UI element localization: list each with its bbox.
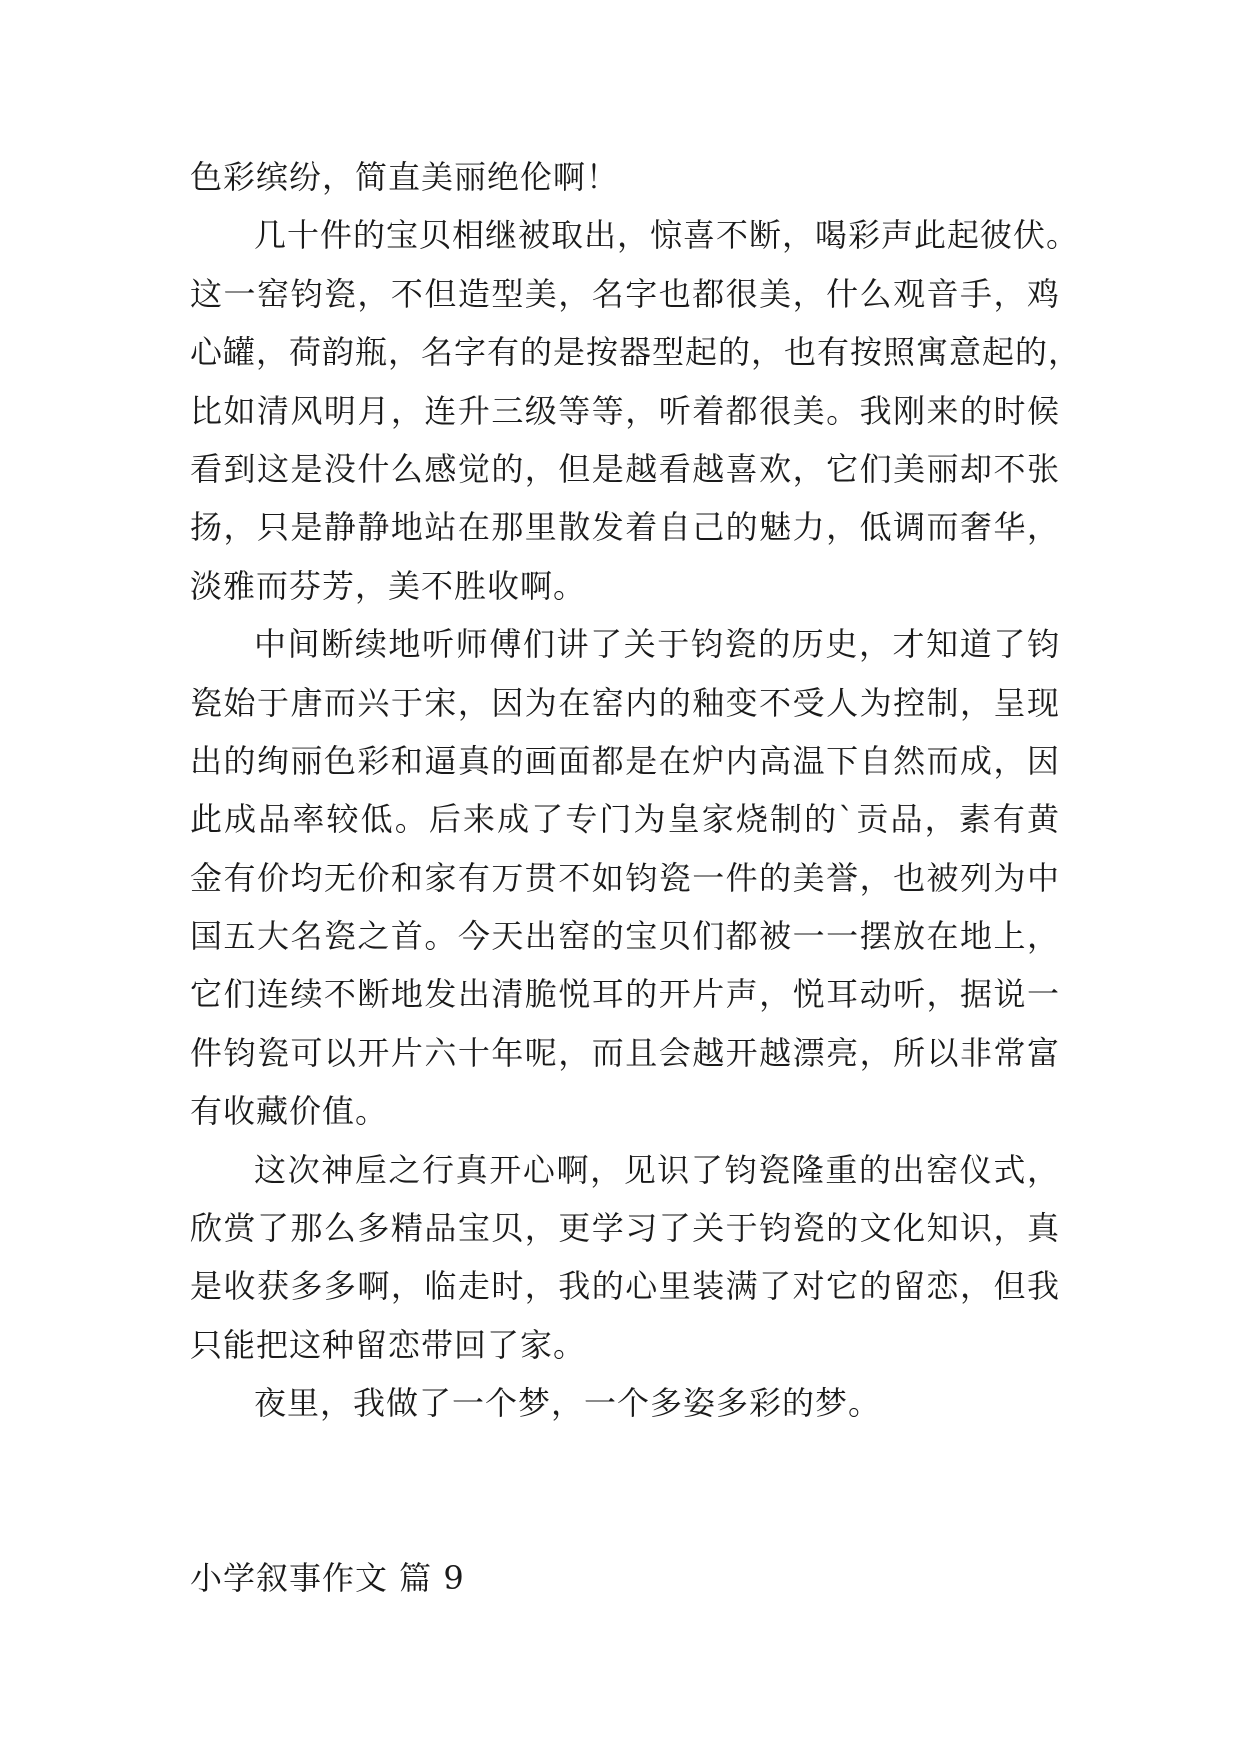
text-line: 夜里，我做了一个梦，一个多姿多彩的梦。 xyxy=(254,1384,882,1423)
text-line: 欣赏了那么多精品宝贝，更学习了关于钧瓷的文化知识，真 xyxy=(190,1209,1060,1248)
text-line: 色彩缤纷，简直美丽绝伦啊！ xyxy=(190,158,620,196)
text-line: 有收藏价值。 xyxy=(190,1092,389,1131)
document-page xyxy=(190,148,1082,1608)
text-line: 几十件的宝贝相继被取出，惊喜不断，喝彩声此起彼伏。 xyxy=(254,216,1080,255)
text-line: 扬，只是静静地站在那里散发着自己的魅力，低调而奢华， xyxy=(190,508,1060,547)
text-line: 国五大名瓷之首。今天出窑的宝贝们都被一一摆放在地上， xyxy=(190,917,1060,956)
text-line: 是收获多多啊，临走时，我的心里装满了对它的留恋，但我 xyxy=(190,1267,1060,1306)
paragraph-3 xyxy=(190,615,1060,1141)
paragraph-5 xyxy=(190,1374,1060,1432)
text-line: 心罐，荷韵瓶，名字有的是按器型起的，也有按照寓意起的， xyxy=(190,333,1082,372)
text-line: 这次神垕之行真开心啊，见识了钧瓷隆重的出窑仪式， xyxy=(254,1150,1060,1189)
spacer xyxy=(190,1491,1060,1549)
text-line: 此成品率较低。后来成了专门为皇家烧制的`贡品，素有黄 xyxy=(190,800,1060,839)
text-line: 出的绚丽色彩和逼真的画面都是在炉内高温下自然而成，因 xyxy=(190,741,1060,780)
text-line: 它们连续不断地发出清脆悦耳的开片声，悦耳动听，据说一 xyxy=(190,975,1060,1014)
text-line: 只能把这种留恋带回了家。 xyxy=(190,1325,587,1364)
text-line: 件钧瓷可以开片六十年呢，而且会越开越漂亮，所以非常富 xyxy=(190,1033,1060,1072)
text-line: 瓷始于唐而兴于宋，因为在窑内的釉变不受人为控制，呈现 xyxy=(190,683,1060,722)
text-line: 中间断续地听师傅们讲了关于钧瓷的历史，才知道了钧 xyxy=(254,625,1060,664)
text-line: 比如清风明月，连升三级等等，听着都很美。我刚来的时候 xyxy=(190,391,1060,430)
text-line: 看到这是没什么感觉的，但是越看越喜欢，它们美丽却不张 xyxy=(190,449,1060,488)
section-heading: 小学叙事作文 篇 9 xyxy=(190,1559,465,1598)
text-line: 金有价均无价和家有万贯不如钧瓷一件的美誉，也被列为中 xyxy=(190,858,1060,897)
paragraph-4 xyxy=(190,1141,1060,1375)
spacer xyxy=(190,1433,1060,1491)
text-line: 淡雅而芬芳，美不胜收啊。 xyxy=(190,566,587,605)
paragraph-2 xyxy=(190,206,1082,615)
paragraph-1 xyxy=(190,148,1060,206)
text-line: 这一窑钧瓷，不但造型美，名字也都很美，什么观音手，鸡 xyxy=(190,274,1060,313)
